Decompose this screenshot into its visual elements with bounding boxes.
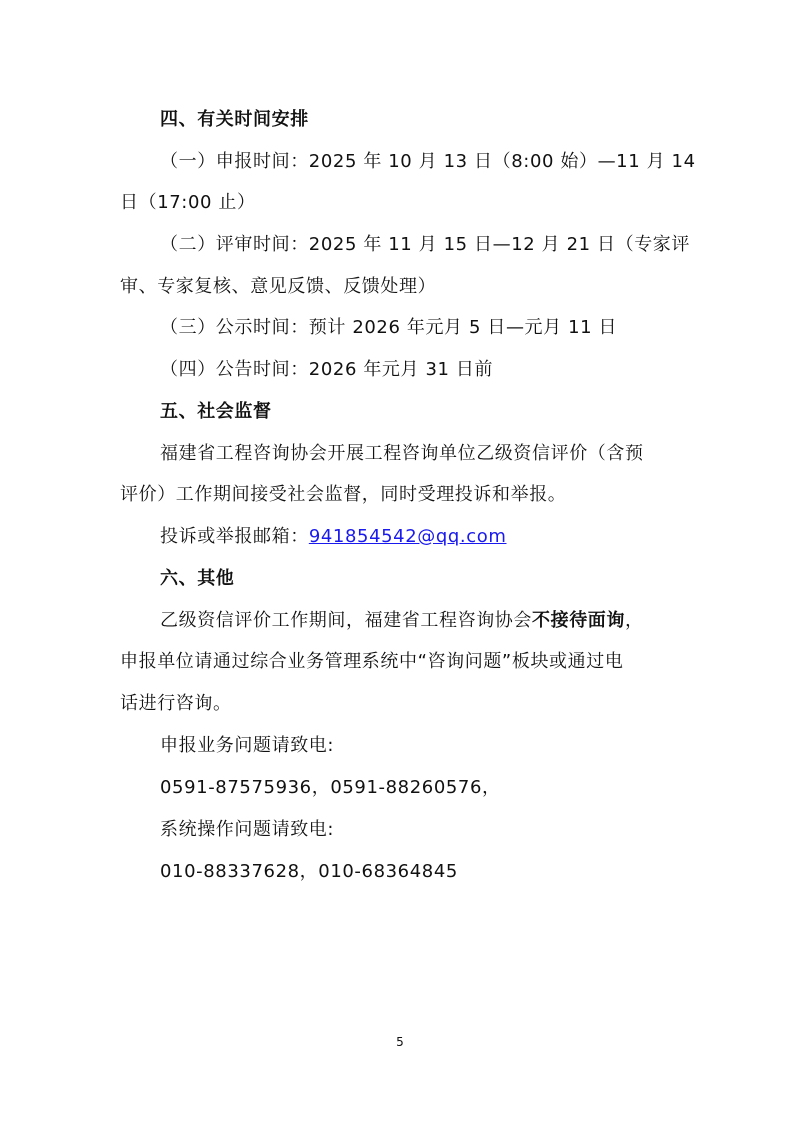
supervision-paragraph-line-1: 福建省工程咨询协会开展工程咨询单位乙级资信评价（含预 [160, 443, 644, 464]
complaint-email-line [160, 525, 507, 549]
announcement-time: （四）公告时间：2026 年元月 31 日前 [160, 359, 494, 380]
review-time-line-2: 审、专家复核、意见反馈、反馈处理） [120, 276, 437, 297]
business-inquiry-label: 申报业务问题请致电: [160, 735, 335, 756]
submission-time-line-2: 日（17:00 止） [120, 192, 256, 213]
no-in-person-inquiry-emphasis: 不接待面询 [532, 610, 625, 631]
review-time-line-1: （二）评审时间：2025 年 11 月 15 日—12 月 21 日（专家评 [160, 234, 690, 255]
section-four-heading: 四、有关时间安排 [160, 109, 309, 130]
complaint-email-label: 投诉或举报邮箱： [160, 526, 309, 547]
other-paragraph-line-1 [160, 609, 644, 633]
other-paragraph-line-2: 申报单位请通过综合业务管理系统中“咨询问题”板块或通过电 [120, 651, 624, 672]
supervision-paragraph-line-2: 评价）工作期间接受社会监督，同时受理投诉和举报。 [120, 484, 567, 505]
other-paragraph-line-3: 话进行咨询。 [120, 693, 232, 714]
complaint-email-link[interactable]: 941854542@qq.com [308, 526, 507, 547]
section-six-heading: 六、其他 [160, 568, 235, 589]
submission-time-line-1: （一）申报时间：2025 年 10 月 13 日（8:00 始）—11 月 14 [160, 151, 696, 172]
other-paragraph-text: 乙级资信评价工作期间，福建省工程咨询协会 [160, 610, 532, 631]
system-inquiry-label: 系统操作问题请致电: [160, 819, 335, 840]
system-inquiry-phones: 010-88337628，010-68364845 [160, 861, 458, 882]
page-number: 5 [396, 1035, 404, 1049]
section-five-heading: 五、社会监督 [160, 401, 272, 422]
other-paragraph-comma: ， [625, 610, 644, 631]
business-inquiry-phones: 0591-87575936，0591-88260576， [160, 777, 501, 798]
publicity-time: （三）公示时间：预计 2026 年元月 5 日—元月 11 日 [160, 317, 618, 338]
